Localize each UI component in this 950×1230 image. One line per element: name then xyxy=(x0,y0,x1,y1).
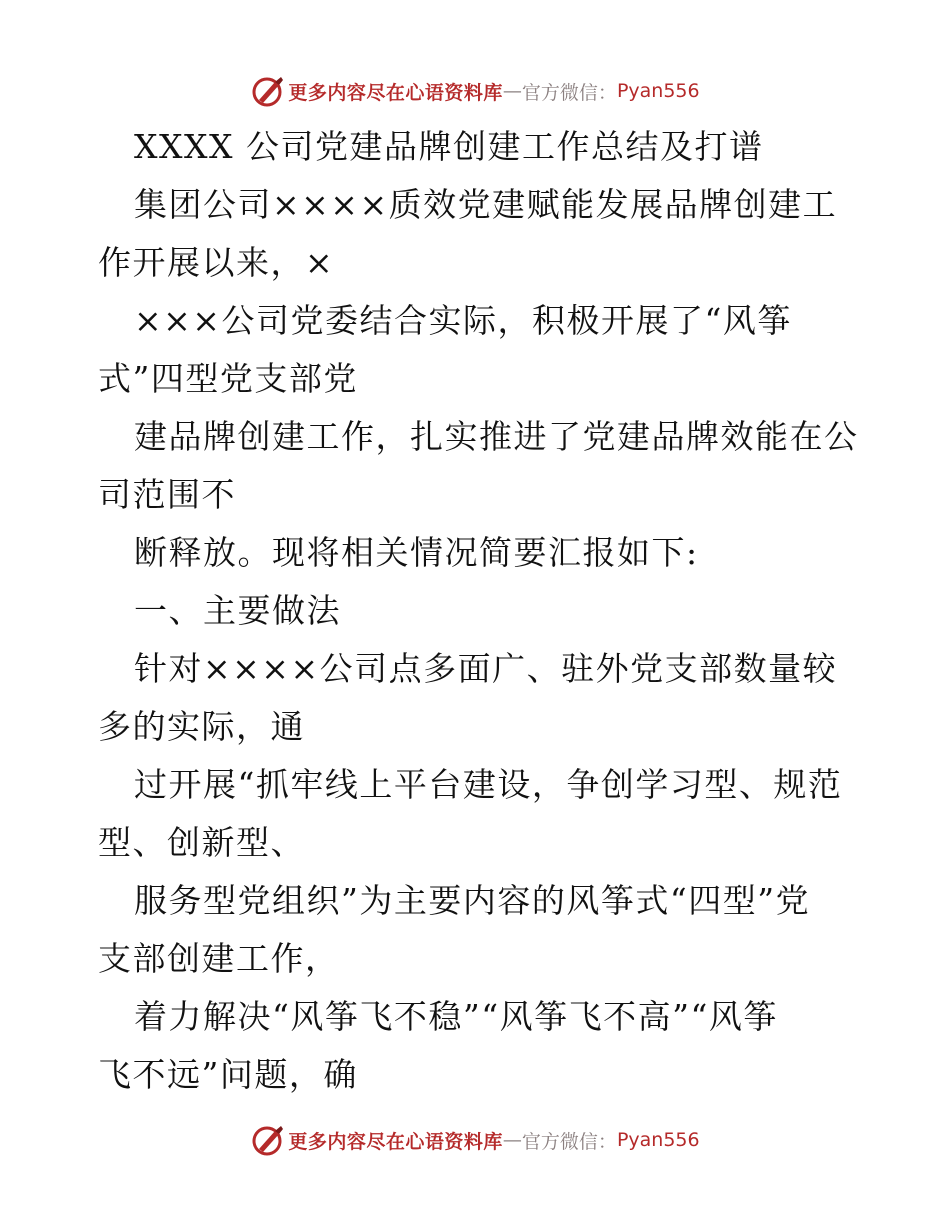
paragraph-line: 支部创建工作， xyxy=(98,939,340,978)
paragraph-line: 司范围不 xyxy=(98,475,236,514)
pen-logo-icon xyxy=(250,1122,286,1158)
banner-main-text: 更多内容尽在心语资料库 xyxy=(288,81,503,104)
paragraph-line: ×××公司党委结合实际，积极开展了“风筝 xyxy=(134,301,792,340)
paragraph-line: 服务型党组织”为主要内容的风筝式“四型”党 xyxy=(134,881,811,920)
document-title: XXXX 公司党建品牌创建工作总结及打谱 xyxy=(134,127,764,166)
paragraph-line: 式”四型党支部党 xyxy=(98,359,358,398)
footer-watermark-banner xyxy=(0,1120,950,1160)
document-body xyxy=(98,118,858,1104)
paragraph-line: 过开展“抓牢线上平台建设，争创学习型、规范 xyxy=(134,765,843,804)
banner-dash: — xyxy=(502,80,522,102)
banner-main-text: 更多内容尽在心语资料库 xyxy=(288,1130,503,1153)
paragraph-line: 断释放。现将相关情况简要汇报如下: xyxy=(134,533,699,572)
section-heading: 一、主要做法 xyxy=(134,591,341,630)
pen-logo-icon xyxy=(250,73,286,109)
paragraph-line: 针对××××公司点多面广、驻外党支部数量较 xyxy=(134,649,838,688)
paragraph-line: 着力解决“风筝飞不稳”“风筝飞不高”“风筝 xyxy=(134,997,778,1036)
paragraph-line: 集团公司××××质效党建赋能发展品牌创建工 xyxy=(134,185,838,224)
paragraph-line: 多的实际，通 xyxy=(98,707,305,746)
paragraph-line: 型、创新型、 xyxy=(98,823,305,862)
banner-handle: Pyan556 xyxy=(616,1129,700,1151)
paragraph-line: 作开展以来，× xyxy=(98,243,335,282)
paragraph-line: 飞不远”问题，确 xyxy=(98,1055,358,1094)
banner-sub-text: 官方微信： xyxy=(521,1130,617,1153)
banner-dash: — xyxy=(502,1129,522,1151)
header-watermark-banner xyxy=(0,71,950,111)
paragraph-line: 建品牌创建工作，扎实推进了党建品牌效能在公 xyxy=(134,417,859,456)
banner-handle: Pyan556 xyxy=(616,80,700,102)
banner-sub-text: 官方微信： xyxy=(521,81,617,104)
